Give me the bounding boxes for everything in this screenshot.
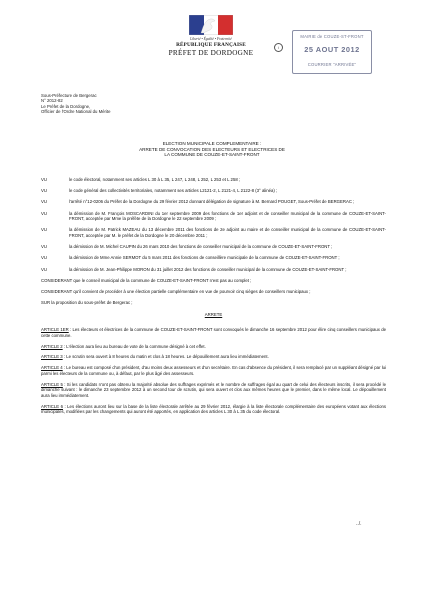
vu-item	[41, 267, 386, 273]
vu-text: la démission de M. François MOSCARDINI du 1er septembre 2009 des fonctions de 1er adjoint et de conseiller municipal de la commune de COUZE-ET-SAINT-FRONT, acceptée par Mme la préfète de la Dordogne le 22 septembre 2009 ;	[69, 210, 386, 222]
document-title	[60, 141, 364, 158]
vu-text: le code général des collectivités territoriales, notamment ses articles L2121-2, L 2121-4, L 2122-8 (3° alinéa) ;	[69, 188, 278, 194]
article	[41, 382, 386, 399]
article-label: ARTICLE 1ER	[41, 327, 69, 333]
considerant-item	[41, 289, 386, 295]
vu-label: VU	[41, 255, 47, 261]
stamp-date: 25 AOUT 2012	[304, 45, 360, 54]
vu-text: la démission de Mme Annie SERMOT du 5 mars 2011 des fonctions de conseillère municipale de la commune de COUZE-ET-SAINT-FRONT ;	[69, 255, 340, 261]
article	[41, 354, 386, 360]
sender-line: Sous-Préfecture de Bergerac	[41, 93, 97, 98]
vu-label: VU	[41, 244, 47, 250]
sender-line: N° 2012-82	[41, 98, 63, 104]
article-text: : Les élections auront lieu sur la base de la liste électorale arrêtée au 29 février 2012, élargie à la liste électorale complémentaire des européens votant aux élections municipales, modifiées par les changements qui auront été apportés, en application des articles L 30 à L 35 du code électoral.	[41, 403, 386, 415]
considerant-text: la proposition du sous-préfet de Bergerac ;	[51, 300, 133, 306]
stamp-origin: MAIRIE de COUZE-ST-FRONT	[300, 34, 364, 39]
article-text: : Le scrutin sera ouvert à 8 heures du matin et clos à 18 heures. Le dépouillement aura lieu immédiatement.	[63, 354, 269, 360]
considerant-label: CONSIDERANT	[41, 288, 73, 294]
title-line: ARRETE DE CONVOCATION DES ELECTEURS ET ELECTRICES DE	[139, 146, 285, 152]
document-body	[41, 177, 386, 420]
article-label: ARTICLE 4	[41, 365, 63, 371]
vu-label: VU	[41, 188, 47, 194]
vu-item	[41, 188, 386, 194]
considerant-label: CONSIDERANT	[41, 277, 73, 283]
vu-label: VU	[41, 227, 47, 233]
article-text: : Le bureau est composé d'un président, d'au moins deux assesseurs et d'un secrétaire. En cas d'absence du président, il sera remplacé par un suppléant désigné par lui parmi les électeurs de la commune ou, à défaut, par le plus âgé des assesseurs.	[41, 365, 386, 376]
stamp-label: COURRIER "ARRIVÉE"	[307, 62, 357, 67]
article-label: ARTICLE 2	[41, 343, 63, 349]
sender-line: Officier de l'Ordre National du Mérite	[41, 109, 111, 115]
considerant-text: qu'il convient de procéder à une élection partielle complémentaire en vue de pourvoir cinq sièges de conseillers municipaux ;	[73, 288, 311, 294]
vu-item	[41, 255, 386, 261]
vu-text: la démission de M. Michel CAUPIN du 26 mars 2010 des fonctions de conseiller municipal de la commune de COUZE-ET-SAINT-FRONT ;	[69, 244, 333, 250]
republic-name: RÉPUBLIQUE FRANÇAISE	[176, 42, 246, 48]
article-text: : Si les candidats n'ont pas obtenu la majorité absolue des suffrages exprimés et le nombre de suffrages égal au quart de celui des électeurs inscrits, il sera procédé le dimanche suivant : le dimanche 23 septembre 2012 à un second tour de scrutin, qui sera ouvert et clos aux mêmes heures que le premier, dans le même local. Le dépouillement aura lieu immédiatement.	[41, 381, 386, 398]
article	[41, 404, 386, 415]
republic-motto: Liberté • Égalité • Fraternité	[190, 37, 232, 41]
considerant-label: SUR	[41, 300, 51, 306]
vu-item	[41, 199, 386, 205]
considerant-item	[41, 278, 386, 284]
arrete-heading: ARRETE	[204, 311, 223, 317]
circled-letter-mark: i	[274, 43, 283, 52]
vu-label: VU	[41, 266, 47, 272]
article-label: ARTICLE 6	[41, 403, 63, 409]
vu-label: VU	[41, 177, 47, 182]
arrival-stamp	[292, 30, 372, 74]
article	[41, 327, 386, 338]
title-line: ELECTION MUNICIPALE COMPLEMENTAIRE :	[162, 141, 262, 146]
vu-item	[41, 211, 386, 222]
vu-label: VU	[41, 199, 47, 205]
vu-item	[41, 244, 386, 250]
considerant-item	[41, 300, 386, 306]
vu-text: la démission de M. Patrick MAZEAU du 13 décembre 2011 des fonctions de 2e adjoint au maire et de conseiller municipal de la commune de COUZE-ET-SAINT-FRONT, acceptée par M. le préfet de la Dordogne le 20 décembre 2011 ;	[69, 227, 386, 238]
prefecture-name: PRÉFET DE DORDOGNE	[168, 49, 254, 57]
vu-text: l'arrêté n°12-0206 du Préfet de la Dordogne du 29 février 2012 donnant délégation de signature à M. Bernard POUGET, Sous-Préfet de BERGERAC ;	[69, 199, 355, 205]
vu-item	[41, 177, 386, 183]
considerant-text: que le conseil municipal de la commune de COUZE-ET-SAINT-FRONT n'est pas au complet ;	[73, 277, 252, 283]
marianne-logo	[189, 15, 233, 35]
article-label: ARTICLE 5	[41, 381, 63, 387]
article	[41, 344, 386, 350]
article-label: ARTICLE 3	[41, 354, 63, 360]
title-line: LA COMMUNE DE COUZE-ET-SAINT-FRONT	[164, 152, 260, 158]
vu-text: le code électoral, notamment ses articles L 30 à L 35, L 247, L 248, L 252, L 253 et L 258 ;	[69, 177, 241, 182]
vu-label: VU	[41, 210, 47, 216]
article-text: : Les électeurs et électrices de la commune de COUZE-ET-SAINT-FRONT sont convoqués le dimanche 16 septembre 2012 pour élire cinq conseillers municipaux de cette commune.	[41, 327, 386, 338]
page-continuation-mark: ../.	[356, 521, 362, 527]
vu-item	[41, 227, 386, 238]
sender-line: Le Préfet de la Dordogne,	[41, 103, 91, 109]
article-text: : L'élection aura lieu au bureau de vote de la commune désigné à cet effet.	[63, 343, 206, 349]
sender-block	[41, 93, 111, 115]
vu-text: la démission de M. Jean-Philippe MORON du 31 juillet 2012 des fonctions de conseiller municipal de la commune de COUZE-ET-SAINT-FRONT ;	[69, 266, 347, 272]
article	[41, 365, 386, 376]
